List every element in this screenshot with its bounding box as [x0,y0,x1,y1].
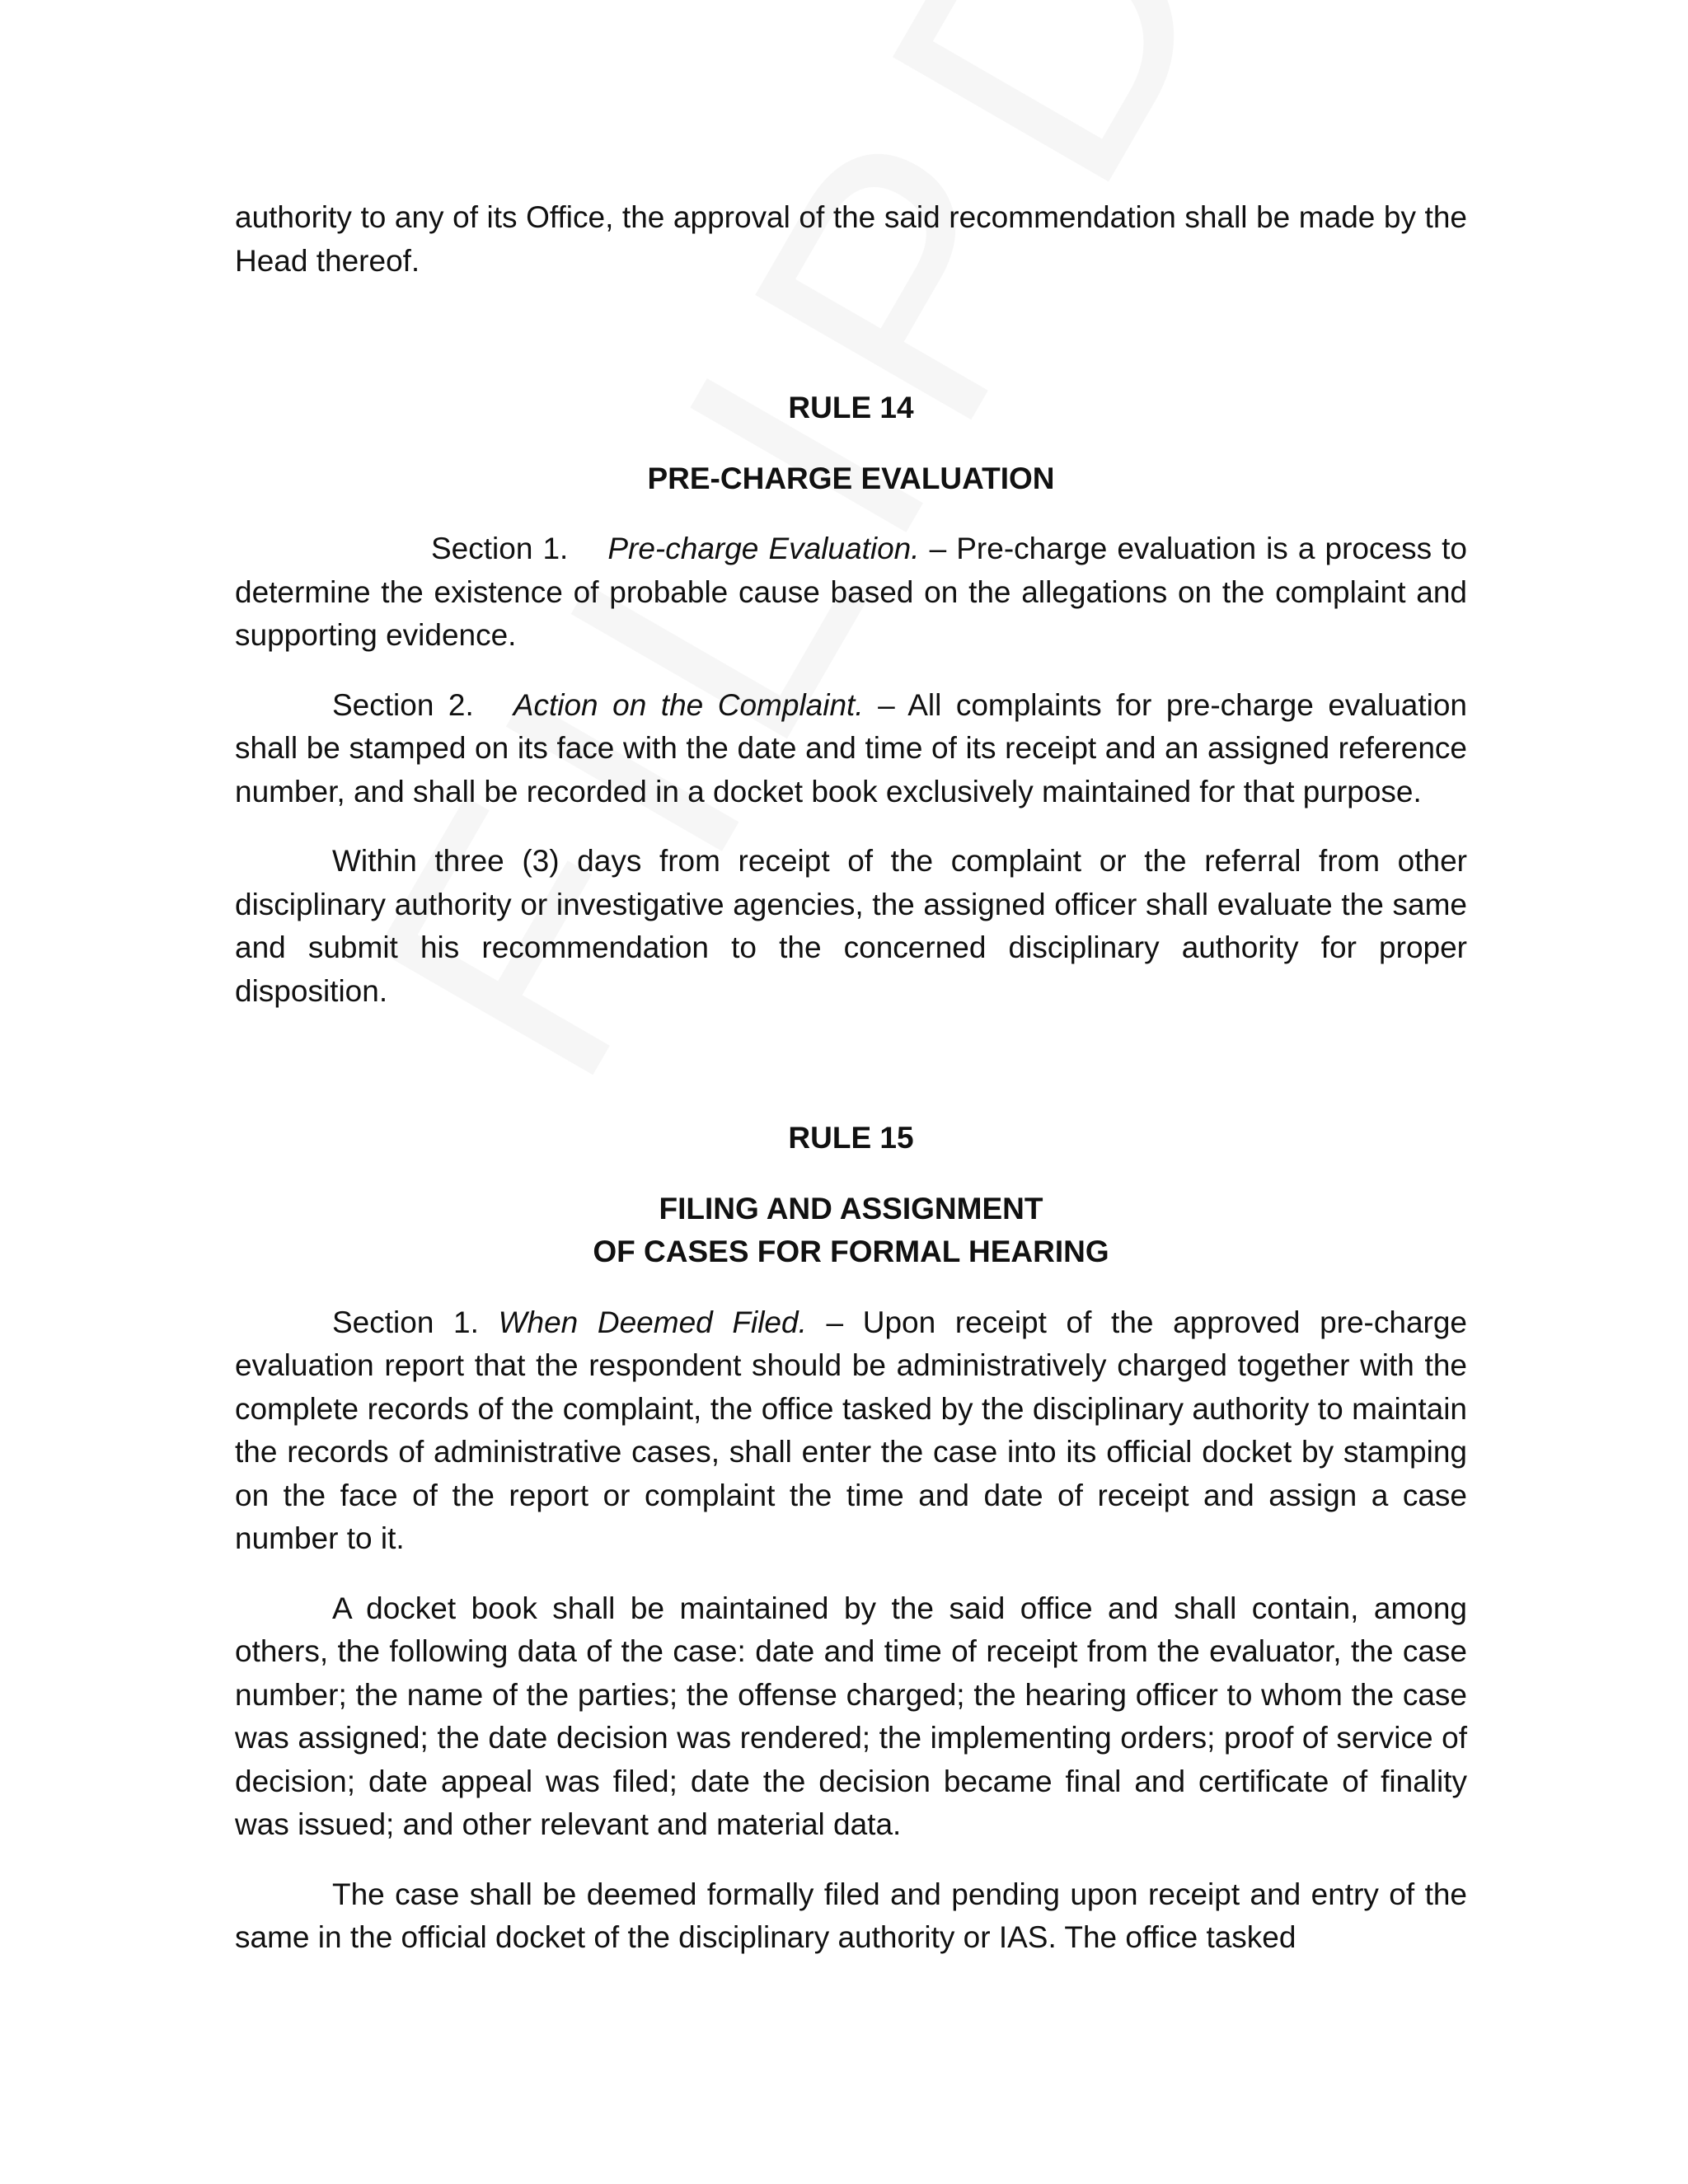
rule14-paragraph3: Within three (3) days from receipt of the complaint or the referral from other disciplinary authority or investigative agencies, the assigned officer shall evaluate the same and submit his recommendation to the concerned disciplinary authority for proper disposition. [235,844,1467,1008]
rule14-section2 [235,684,1467,814]
rule14-section2-title: Action on the Complaint. [513,687,864,722]
rule15-number: RULE 15 [788,1121,914,1155]
rule14-section2-label: Section 2. [332,687,474,722]
rule14-section1-text: – Pre-charge evaluation is a process to determine the existence of probable cause based on the allegations on the complaint and supporting evidence. [235,532,1467,652]
rule15-paragraph2: A docket book shall be maintained by the said office and shall contain, among others, the following data of the case: date and time of receipt from the evaluator, the case number; the name of the parties; the offense charged; the hearing officer to whom the case was assigned; the date decision was rendered; the implementing orders; proof of service of decision; date appeal was filed; date the decision became final and certificate of finality was issued; and other relevant and material data. [235,1591,1467,1841]
rule14-title: PRE-CHARGE EVALUATION [647,461,1055,495]
rule14-section1-title: Pre-charge Evaluation. [607,532,920,565]
rule15-section1 [235,1301,1467,1561]
rule14-section2-text: – All complaints for pre-charge evaluation shall be stamped on its face with the date and time of its receipt and an assigned reference number, and shall be recorded in a docket book exclusively maintained for that purpose. [235,687,1468,808]
rule15-section1-text: – Upon receipt of the approved pre-charge evaluation report that the respondent should be administratively charged together with the complete records of the complaint, the office tasked by the disciplinary authority to maintain the records of administrative cases, shall enter the case into its official docket by stamping on the face of the report or complaint the time and date of receipt and assign a case number to it. [235,1305,1467,1555]
intro-paragraph: authority to any of its Office, the approval of the said recommendation shall be made by the Head thereof. [235,200,1467,278]
rule14-section1 [235,527,1467,658]
rule15-section1-label: Section 1. [332,1305,479,1339]
rule15-title-line2: OF CASES FOR FORMAL HEARING [593,1235,1109,1268]
rule14-number: RULE 14 [788,391,914,424]
rule15-title-line1: FILING AND ASSIGNMENT [659,1191,1043,1226]
document-page [235,196,1467,1960]
rule15-section1-title: When Deemed Filed. [498,1305,807,1339]
rule14-section1-label: Section 1. [431,532,569,565]
rule15-paragraph3: The case shall be deemed formally filed and pending upon receipt and entry of the same in the official docket of the disciplinary authority or IAS. The office tasked [235,1877,1467,1954]
